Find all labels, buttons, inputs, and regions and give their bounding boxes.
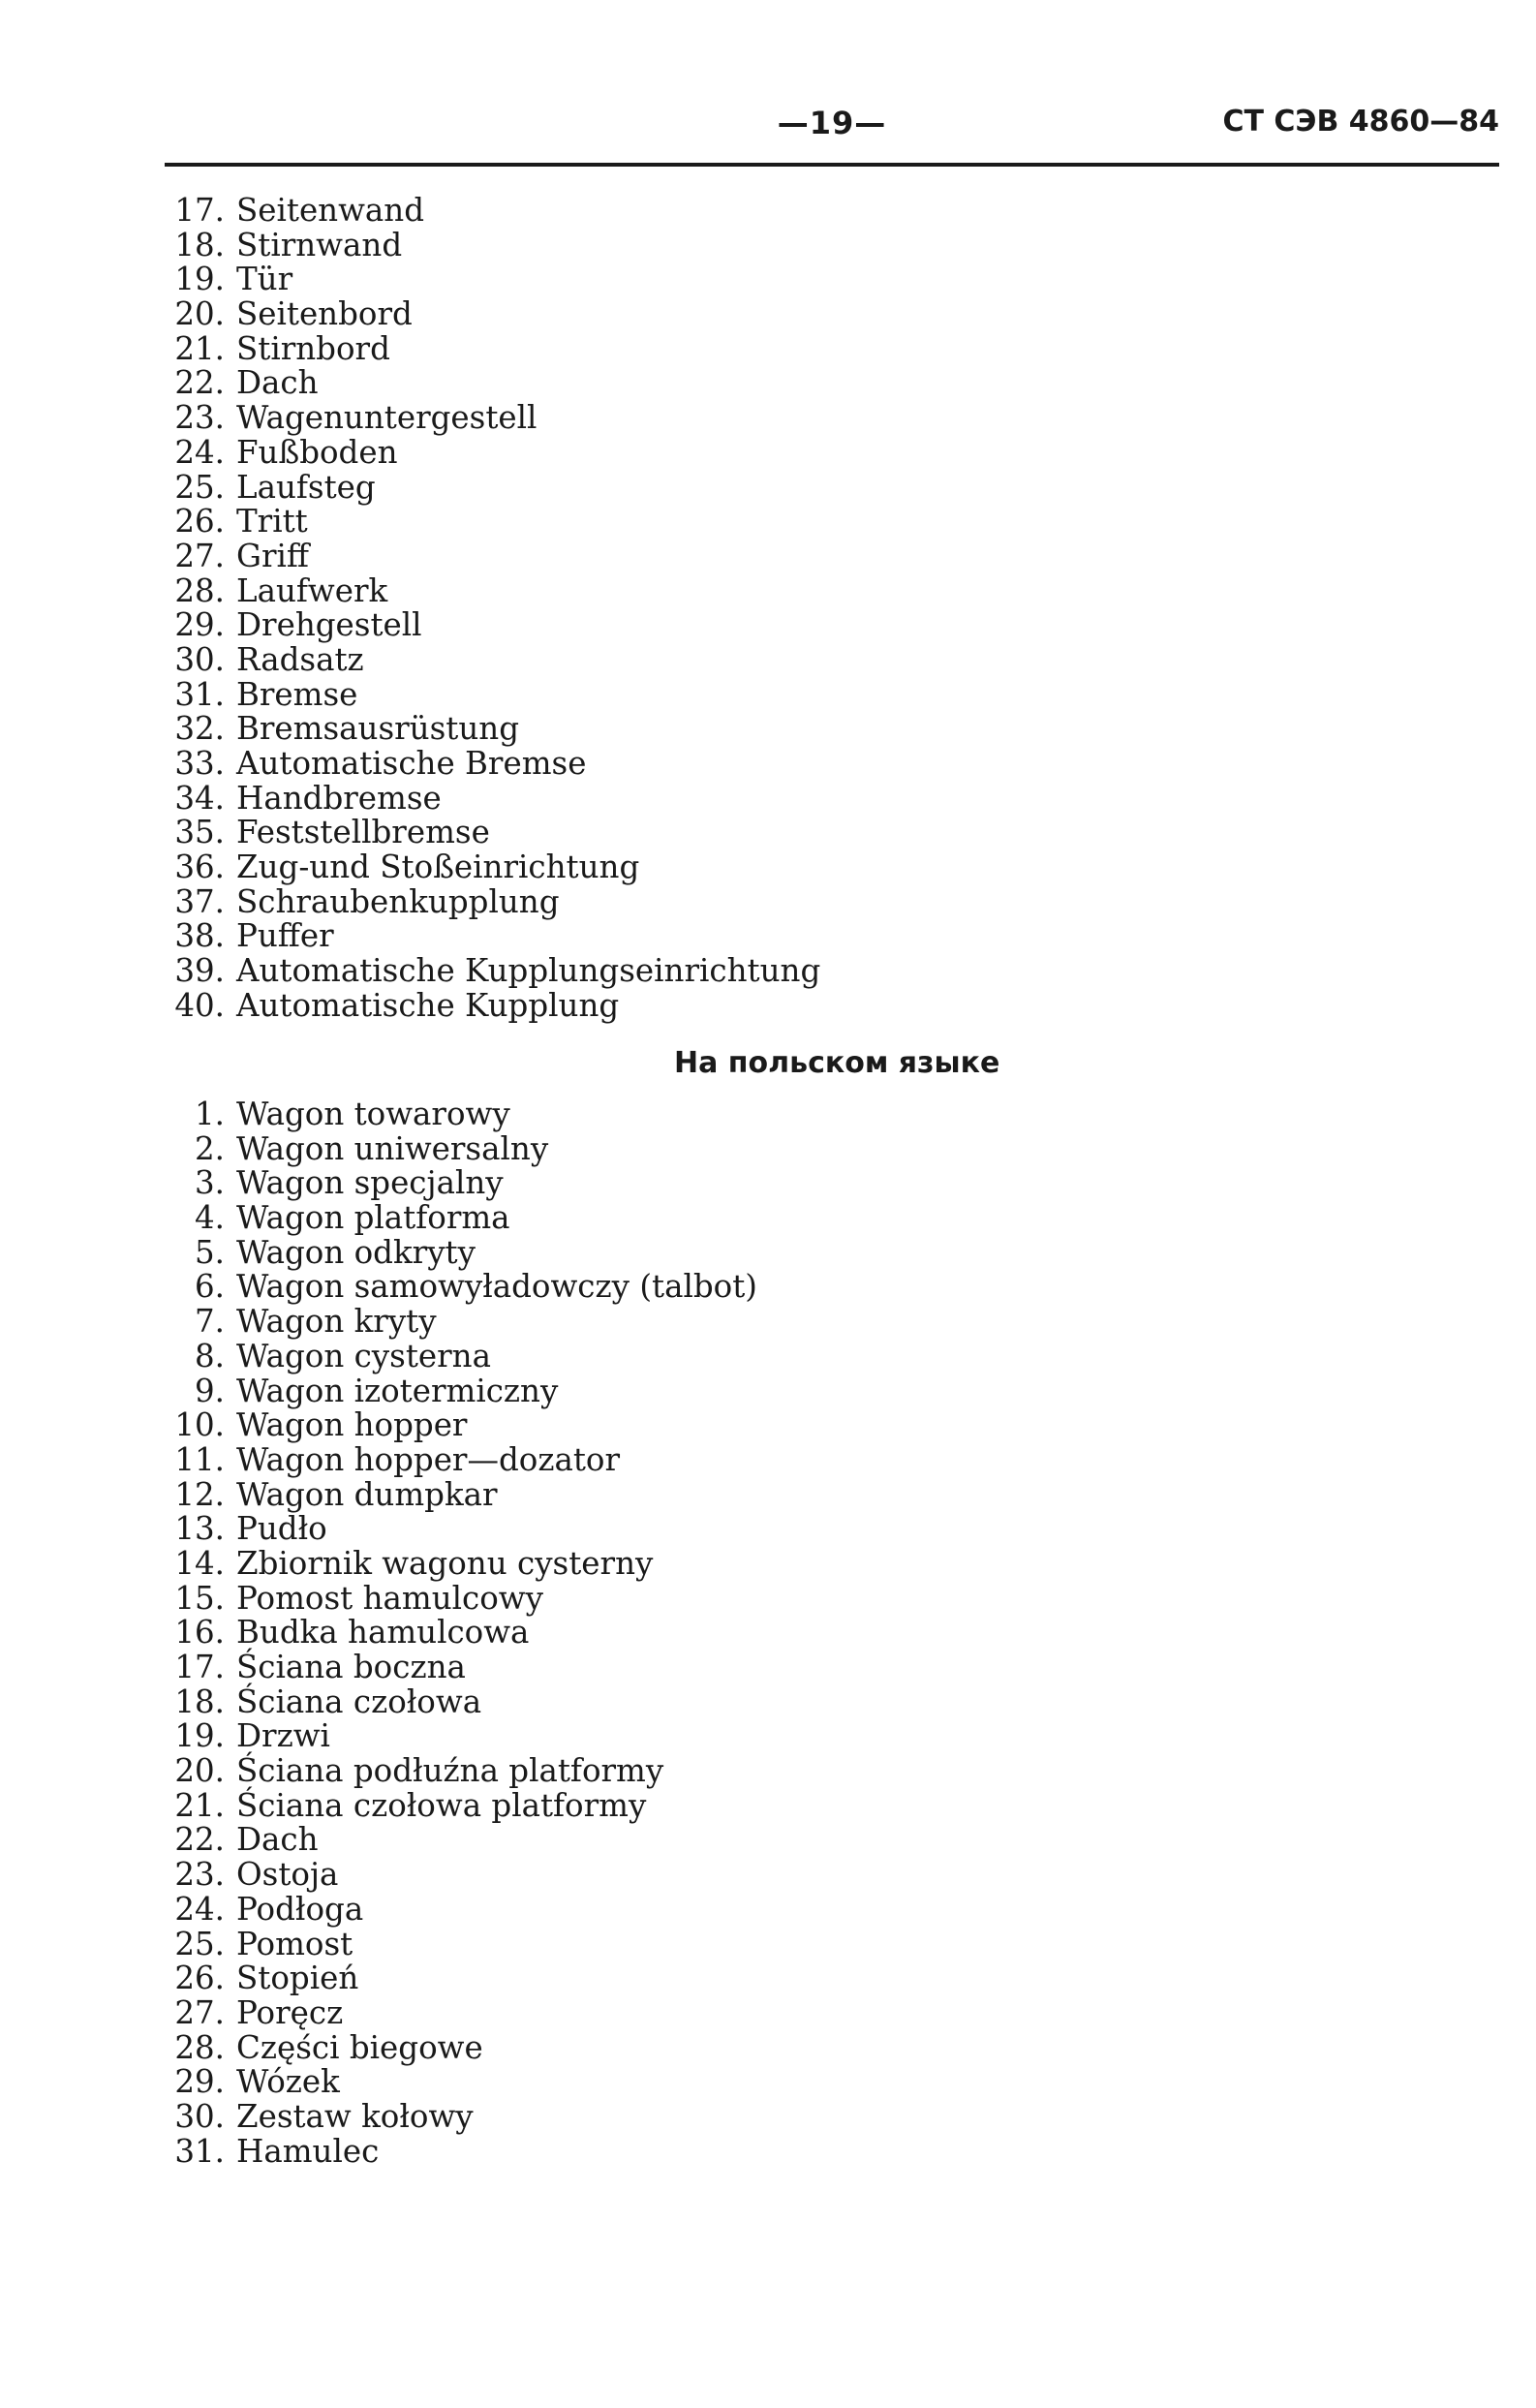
term-number: 12. — [174, 1475, 225, 1513]
page-number: —19— — [777, 105, 887, 141]
term-item — [163, 2097, 757, 2135]
term-item — [163, 608, 820, 643]
term-number: 26. — [174, 503, 225, 540]
term-number: 18. — [174, 226, 225, 263]
term-text: Wagon cysterna — [236, 1337, 491, 1374]
term-item — [163, 1786, 757, 1824]
term-number: 15. — [174, 1579, 225, 1617]
term-text: Wagon platforma — [236, 1199, 510, 1237]
section-heading-polish: На польском языке — [674, 1046, 1000, 1080]
term-text: Poręcz — [236, 1993, 344, 2031]
term-text: Griff — [236, 537, 309, 574]
term-item — [163, 571, 820, 609]
term-number: 11. — [174, 1440, 225, 1478]
term-item — [163, 1129, 757, 1167]
term-number: 25. — [174, 1925, 225, 1962]
term-number: 8. — [194, 1337, 225, 1374]
term-text: Seitenbord — [236, 295, 413, 333]
term-item — [163, 1823, 757, 1858]
polish-terms-list — [163, 1097, 757, 2169]
term-number: 38. — [174, 917, 225, 955]
term-number: 7. — [194, 1303, 225, 1341]
term-number: 34. — [174, 779, 225, 817]
term-item — [163, 1166, 757, 1201]
term-text: Wagon samowyładowczy (talbot) — [236, 1268, 757, 1306]
term-number: 10. — [174, 1406, 225, 1444]
term-number: 20. — [174, 1752, 225, 1790]
term-number: 27. — [174, 1993, 225, 2031]
term-text: Stirnwand — [236, 226, 403, 263]
term-text: Stirnbord — [236, 329, 390, 367]
term-number: 29. — [174, 606, 225, 644]
term-item — [163, 1544, 757, 1582]
page-header — [165, 99, 1499, 157]
term-number: 28. — [174, 2028, 225, 2066]
term-text: Wagon towarowy — [236, 1096, 510, 1132]
term-item — [163, 1685, 757, 1720]
term-item — [163, 1890, 757, 1928]
term-text: Tür — [236, 261, 293, 298]
term-text: Stopień — [236, 1960, 359, 1997]
term-item — [163, 1754, 757, 1789]
term-item — [163, 1616, 757, 1651]
term-text: Ściana boczna — [236, 1649, 466, 1685]
term-text: Dach — [236, 1821, 319, 1859]
term-item — [163, 747, 820, 782]
term-number: 4. — [194, 1199, 225, 1237]
term-text: Zbiornik wagonu cysterny — [236, 1544, 654, 1582]
term-number: 23. — [174, 1856, 225, 1894]
term-item — [163, 329, 820, 367]
term-item — [163, 366, 820, 401]
term-text: Laufwerk — [236, 571, 388, 609]
term-item — [163, 712, 820, 747]
term-item — [163, 297, 820, 332]
term-item — [163, 1961, 757, 1996]
term-number: 31. — [174, 2132, 225, 2170]
term-item — [163, 401, 820, 436]
term-item — [163, 882, 820, 920]
term-item — [163, 986, 820, 1024]
term-item — [163, 1233, 757, 1271]
term-text: Wagon kryty — [236, 1303, 437, 1341]
term-number: 26. — [174, 1960, 225, 1997]
term-number: 1. — [194, 1096, 225, 1132]
term-text: Wagon odkryty — [236, 1233, 476, 1271]
term-number: 36. — [174, 849, 225, 886]
term-number: 9. — [194, 1372, 225, 1409]
term-text: Wagon specjalny — [236, 1164, 504, 1202]
term-item — [163, 1719, 757, 1754]
term-number: 37. — [174, 882, 225, 920]
german-terms-list — [163, 194, 820, 1024]
term-text: Fußboden — [236, 433, 398, 471]
term-number: 35. — [174, 814, 225, 851]
term-item — [163, 1858, 757, 1893]
term-text: Pudło — [236, 1510, 327, 1548]
term-item — [163, 1925, 757, 1962]
term-number: 5. — [194, 1233, 225, 1271]
term-number: 23. — [174, 399, 225, 437]
term-number: 2. — [194, 1129, 225, 1167]
term-number: 33. — [174, 745, 225, 782]
term-text: Ściana czołowa — [236, 1683, 482, 1720]
term-text: Pomost hamulcowy — [236, 1579, 543, 1617]
term-number: 21. — [174, 329, 225, 367]
term-text: Części biegowe — [236, 2028, 483, 2066]
term-item — [163, 919, 820, 954]
term-number: 21. — [174, 1786, 225, 1824]
term-number: 17. — [174, 1649, 225, 1685]
term-number: 6. — [194, 1268, 225, 1306]
term-item — [163, 262, 820, 297]
term-number: 25. — [174, 468, 225, 506]
term-text: Ściana czołowa platformy — [236, 1786, 647, 1824]
term-text: Laufsteg — [236, 468, 376, 506]
term-text: Wagon izotermiczny — [236, 1372, 559, 1409]
term-number: 18. — [174, 1683, 225, 1720]
term-text: Feststellbremse — [236, 814, 490, 851]
term-text: Automatische Bremse — [236, 745, 587, 782]
term-item — [163, 537, 820, 574]
term-text: Wagenuntergestell — [236, 399, 538, 437]
term-number: 28. — [174, 571, 225, 609]
term-item — [163, 2132, 757, 2170]
term-number: 14. — [174, 1544, 225, 1582]
term-text: Hamulec — [236, 2132, 380, 2170]
term-item — [163, 1270, 757, 1305]
document-code: СТ СЭВ 4860—84 — [1222, 105, 1499, 139]
term-item — [163, 1097, 757, 1132]
term-item — [163, 1993, 757, 2031]
term-number: 19. — [174, 1717, 225, 1755]
term-item — [163, 675, 820, 713]
header-rule — [165, 163, 1499, 167]
term-text: Ostoja — [236, 1856, 339, 1894]
term-text: Drzwi — [236, 1717, 330, 1755]
term-item — [163, 468, 820, 506]
term-text: Zug-und Stoßeinrichtung — [236, 849, 640, 886]
term-text: Automatische Kupplung — [236, 986, 620, 1024]
term-item — [163, 1475, 757, 1513]
term-text: Wagon dumpkar — [236, 1475, 498, 1513]
term-text: Wagon uniwersalny — [236, 1129, 549, 1167]
term-item — [163, 1305, 757, 1340]
term-text: Dach — [236, 364, 319, 402]
term-number: 3. — [194, 1164, 225, 1202]
term-text: Bremsausrüstung — [236, 710, 520, 748]
term-text: Tritt — [236, 503, 308, 540]
term-text: Zestaw kołowy — [236, 2097, 474, 2135]
term-text: Handbremse — [236, 779, 442, 817]
term-text: Pomost — [236, 1925, 353, 1962]
term-item — [163, 640, 820, 678]
term-item — [163, 1408, 757, 1443]
term-number: 32. — [174, 710, 225, 748]
term-number: 20. — [174, 295, 225, 333]
term-number: 30. — [174, 2097, 225, 2135]
term-item — [163, 954, 820, 989]
term-item — [163, 2065, 757, 2100]
term-item — [163, 505, 820, 540]
term-item — [163, 816, 820, 850]
term-number: 17. — [174, 192, 225, 229]
term-item — [163, 226, 820, 263]
term-item — [163, 1651, 757, 1685]
term-text: Puffer — [236, 917, 334, 955]
term-item — [163, 194, 820, 229]
term-number: 30. — [174, 640, 225, 678]
term-text: Wagon hopper — [236, 1406, 468, 1444]
term-number: 39. — [174, 952, 225, 990]
term-number: 22. — [174, 364, 225, 402]
term-text: Drehgestell — [236, 606, 422, 644]
term-number: 13. — [174, 1510, 225, 1548]
term-number: 24. — [174, 1890, 225, 1928]
term-number: 19. — [174, 261, 225, 298]
term-text: Ściana podłuźna platformy — [236, 1752, 664, 1790]
term-item — [163, 1440, 757, 1478]
term-item — [163, 433, 820, 471]
term-number: 16. — [174, 1614, 225, 1652]
term-number: 24. — [174, 433, 225, 471]
term-number: 27. — [174, 537, 225, 574]
term-text: Radsatz — [236, 640, 364, 678]
term-number: 31. — [174, 675, 225, 713]
term-item — [163, 1201, 757, 1236]
term-text: Podłoga — [236, 1890, 364, 1928]
term-text: Wózek — [236, 2063, 340, 2101]
term-text: Automatische Kupplungseinrichtung — [236, 952, 821, 990]
term-number: 29. — [174, 2063, 225, 2101]
term-item — [163, 1579, 757, 1617]
term-item — [163, 2028, 757, 2066]
term-item — [163, 1337, 757, 1374]
term-text: Schraubenkupplung — [236, 882, 560, 920]
term-item — [163, 779, 820, 817]
term-item — [163, 850, 820, 885]
term-number: 22. — [174, 1821, 225, 1859]
term-text: Wagon hopper—dozator — [236, 1440, 620, 1478]
term-item — [163, 1374, 757, 1409]
term-item — [163, 1512, 757, 1547]
term-text: Seitenwand — [236, 192, 425, 229]
term-text: Budka hamulcowa — [236, 1614, 530, 1652]
term-number: 40. — [174, 986, 225, 1024]
term-text: Bremse — [236, 675, 358, 713]
